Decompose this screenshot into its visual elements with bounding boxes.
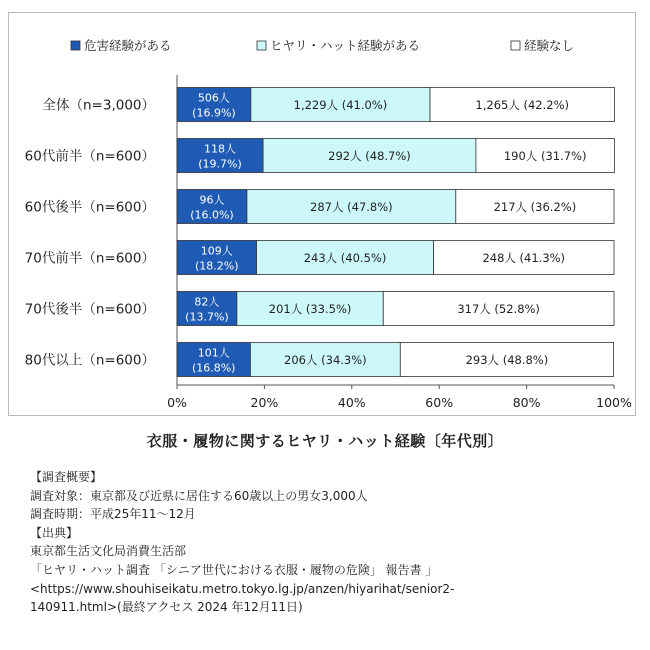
data-label: 201人 (33.5%) [268,302,352,316]
category-label: 60代後半（n=600） [24,199,155,216]
data-label: 82人 [194,295,220,309]
legend-label: 危害経験がある [84,38,172,53]
x-tick-label: 0% [167,395,187,410]
x-tick-label: 60% [425,395,454,410]
data-label: 190人 (31.7%) [503,149,587,163]
data-label: (16.0%) [190,208,234,222]
category-label: 70代前半（n=600） [24,250,155,267]
notes-source-report: 「ヒヤリ・ハット調査 「シニア世代における衣服・履物の危険」 報告書 」 [30,562,438,577]
legend-label: ヒヤリ・ハット経験がある [270,38,421,53]
notes-survey-heading: 【調査概要】 [30,470,103,484]
notes-source-url: <https://www.shouhiseikatu.metro.tokyo.lg.jp/anzen/hiyarihat/senior2- [30,581,455,596]
data-label: 292人 (48.7%) [328,149,411,163]
notes-source-access: 140911.html>(最終アクセス 2024 年12月11日) [30,600,303,615]
data-label: (18.2%) [195,259,239,273]
legend-swatch [71,41,80,50]
data-label: 293人 (48.8%) [465,353,549,367]
x-tick-label: 40% [337,395,366,410]
legend-swatch [257,41,266,50]
data-label: 243人 (40.5%) [303,251,387,265]
data-label: 248人 (41.3%) [482,251,566,265]
data-label: 101人 [197,346,230,360]
data-label: 317人 (52.8%) [457,302,540,316]
chart-frame [8,12,636,416]
x-tick-label: 80% [512,395,541,410]
data-label: 96人 [199,193,225,207]
category-label: 60代前半（n=600） [24,148,155,165]
notes-survey-period: 調査時期：平成25年11～12月 [30,507,196,522]
data-label: (19.7%) [198,157,242,171]
legend-swatch [511,41,520,50]
category-label: 80代以上（n=600） [24,352,155,369]
data-label: 217人 (36.2%) [493,200,577,214]
category-label: 70代後半（n=600） [24,301,155,318]
data-label: 206人 (34.3%) [284,353,367,367]
data-label: (16.9%) [192,106,236,120]
notes-source-org: 東京都生活文化局消費生活部 [30,544,187,559]
data-label: 506人 [197,91,230,105]
chart-plot [9,13,637,417]
data-label: 109人 [200,244,233,258]
data-label: (13.7%) [185,310,229,324]
category-label: 全体（n=3,000） [42,97,155,114]
x-tick-label: 100% [596,395,632,410]
data-label: (16.8%) [191,361,236,375]
legend-label: 経験なし [524,38,575,53]
data-label: 1,229人 (41.0%) [293,98,388,112]
data-label: 118人 [204,142,237,156]
notes-source-heading: 【出典】 [30,525,79,540]
notes [30,468,630,617]
data-label: 287人 (47.8%) [310,200,393,214]
notes-survey-target: 調査対象：東京都及び近県に居住する60歳以上の男女3,000人 [30,488,368,503]
data-label: 1,265人 (42.2%) [475,98,570,112]
x-tick-label: 20% [250,395,279,410]
chart-title: 衣服・履物に関するヒヤリ・ハット経験〔年代別〕 [146,432,504,450]
